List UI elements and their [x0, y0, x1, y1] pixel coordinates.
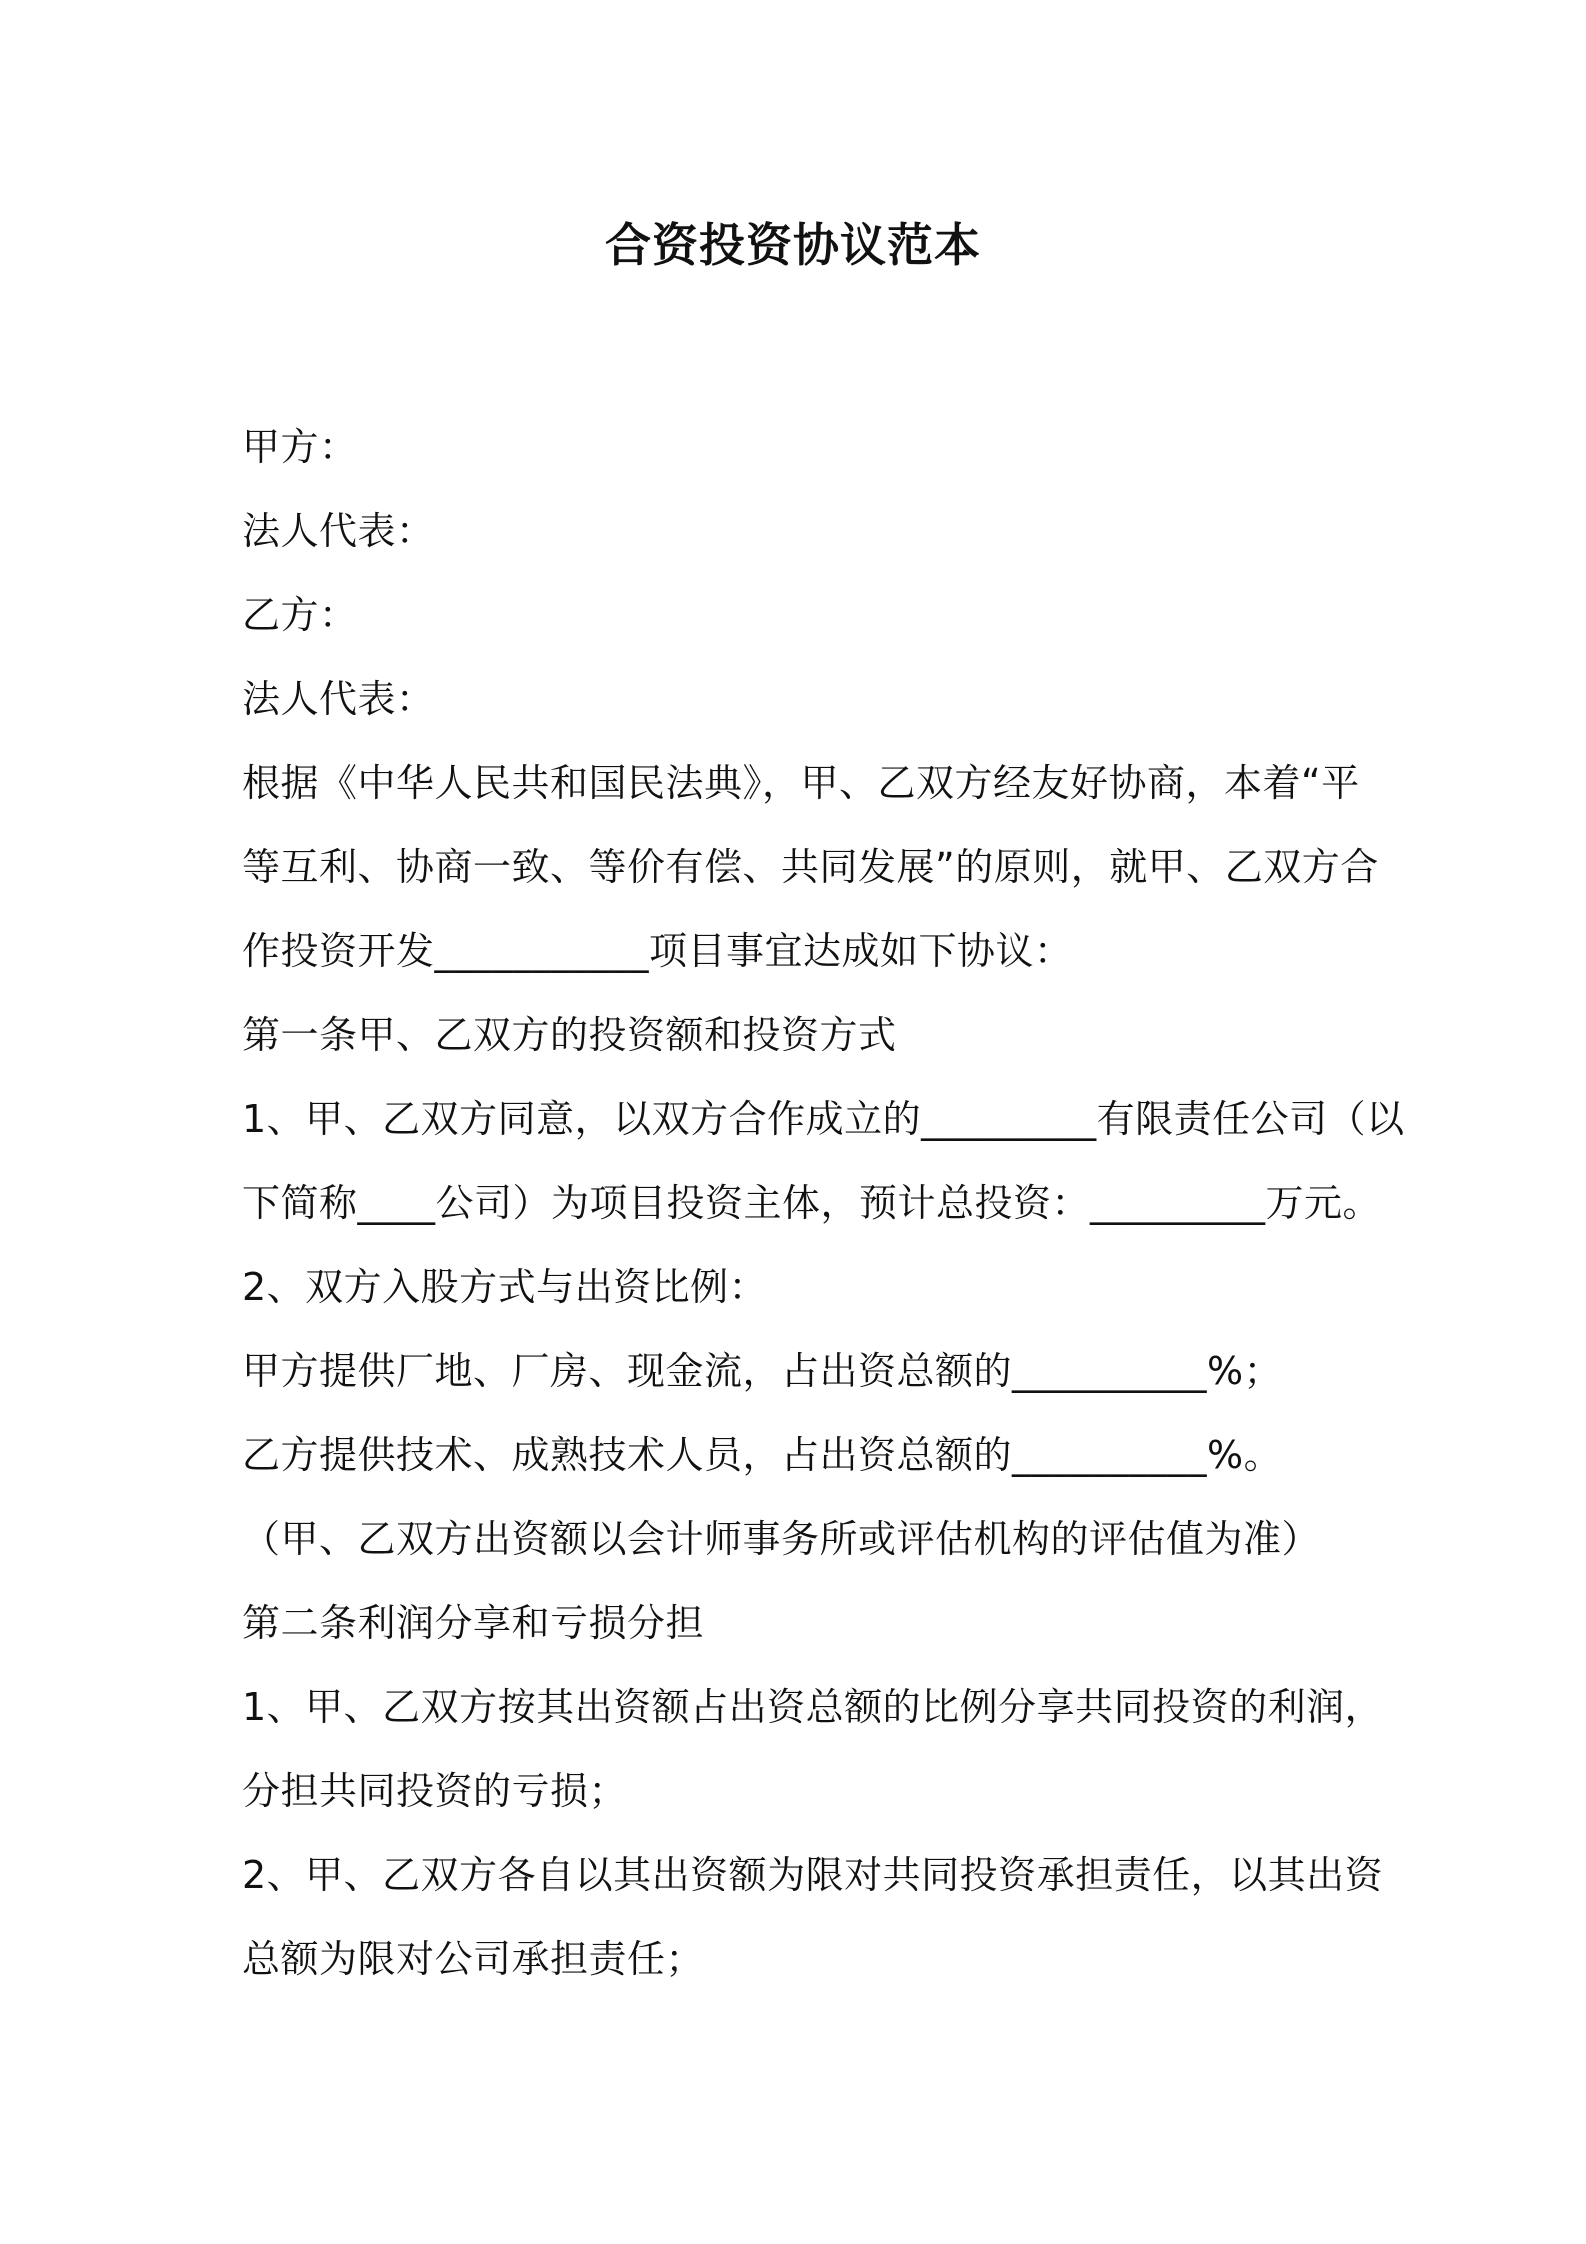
article-2-heading: 第二条利润分享和亏损分担 — [242, 1601, 705, 1645]
party-a-contribution: 甲方提供厂地、厂房、现金流，占出资总额的__________%； — [242, 1349, 1283, 1393]
party-b-line: 乙方： — [242, 593, 358, 637]
preamble-line-1: 根据《中华人民共和国民法典》，甲、乙双方经友好协商，本着“平 — [242, 761, 1360, 805]
party-a-legal-rep-line: 法人代表： — [242, 509, 435, 553]
article-1-clause-1-line-2: 下简称____公司）为项目投资主体，预计总投资：_________万元。 — [242, 1181, 1382, 1225]
article-1-clause-1-line-1: 1、甲、乙双方同意，以双方合作成立的_________有限责任公司（以 — [242, 1097, 1405, 1141]
article-2-clause-1-line-2: 分担共同投资的亏损； — [242, 1769, 628, 1813]
article-2-clause-2-line-1: 2、甲、乙双方各自以其出资额为限对共同投资承担责任，以其出资 — [242, 1853, 1384, 1897]
article-1-heading: 第一条甲、乙双方的投资额和投资方式 — [242, 1013, 897, 1057]
valuation-note: （甲、乙双方出资额以会计师事务所或评估机构的评估值为准） — [242, 1517, 1321, 1561]
article-1-clause-2: 2、双方入股方式与出资比例： — [242, 1265, 768, 1309]
preamble-line-2: 等互利、协商一致、等价有偿、共同发展”的原则，就甲、乙双方合 — [242, 845, 1379, 889]
party-b-contribution: 乙方提供技术、成熟技术人员，占出资总额的__________%。 — [242, 1433, 1283, 1477]
article-2-clause-1-line-1: 1、甲、乙双方按其出资额占出资总额的比例分享共同投资的利润， — [242, 1685, 1384, 1729]
document-body — [242, 405, 1405, 2001]
party-b-legal-rep-line: 法人代表： — [242, 677, 435, 721]
party-a-line: 甲方： — [242, 425, 358, 469]
document-title: 合资投资协议范本 — [605, 218, 981, 272]
article-2-clause-2-line-2: 总额为限对公司承担责任； — [242, 1937, 705, 1981]
preamble-line-3: 作投资开发___________项目事宜达成如下协议： — [242, 929, 1073, 973]
